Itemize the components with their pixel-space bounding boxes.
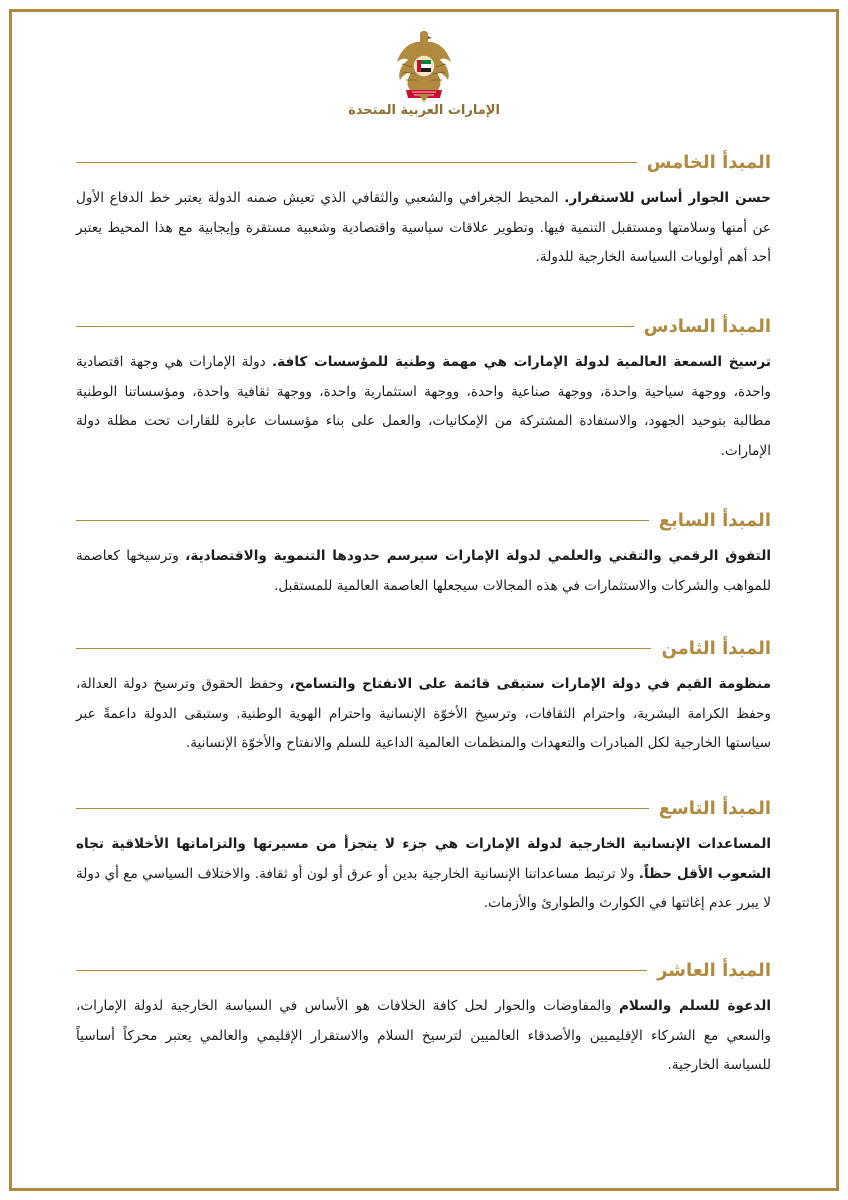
principle-5-text [76,184,771,273]
gold-divider [76,162,637,163]
principle-9-title: المبدأ التاسع [658,797,771,819]
principle-10-body: والمفاوضات والحوار لحل كافة الخلافات هو الأساس في السياسة الخارجية لدولة الإمارات، والسعي مع الشركاء الإقليميين والأصدقاء العالميين لترسيخ السلام والاستقرار الإقليمي والعالمي يعتبر محركاً أساسياً للسياسة الخارجية. [76,998,771,1073]
principle-10-heading-row [76,958,771,982]
principle-5-lead: حسن الجوار أساس للاستقرار. [564,190,771,206]
principle-7-title: المبدأ السابع [658,509,771,531]
principle-6-heading-row [76,314,771,338]
principle-10-text [76,992,771,1081]
principle-8-title: المبدأ الثامن [661,637,771,659]
principle-10-title: المبدأ العاشر [657,959,771,981]
principle-5-title: المبدأ الخامس [646,151,771,173]
principle-6-lead: ترسيخ السمعة العالمية لدولة الإمارات هي مهمة وطنية للمؤسسات كافة. [272,354,772,370]
principle-8-section [76,636,771,759]
principle-5-body: المحيط الجغرافي والشعبي والثقافي الذي تعيش ضمنه الدولة يعتبر خط الدفاع الأول عن أمنها وسلامتها ومستقبل التنمية فيها. وتطوير علاقات سياسية واقتصادية وشعبية مستقرة وإيجابية مع هذا المحيط يعتبر أحد أهم أولويات السياسة الخارجية للدولة. [76,190,771,265]
principle-7-lead: التفوق الرقمي والتقني والعلمي لدولة الإمارات سيرسم حدودها التنموية والاقتصادية، [185,548,771,564]
gold-divider [76,520,649,521]
principle-9-lead: المساعدات الإنسانية الخارجية لدولة الإمارات هي جزء لا يتجزأ من مسيرتها والتزاماتها الأخلاقية تجاه الشعوب الأقل حظاً. [76,836,771,882]
principle-9-section [76,796,771,919]
principle-9-heading-row [76,796,771,820]
principle-6-text [76,348,771,466]
principle-8-body: وحفظ الحقوق وترسيخ دولة العدالة، وحفظ الكرامة البشرية، واحترام الثقافات، وترسيخ الأخوّة الإنسانية واحترام الهوية الوطنية. وستبقى الدولة داعمةً عبر سياستها الخارجية لكل المبادرات والتعهدات والمنظمات العالمية الداعية للسلم والانفتاح والأخوّة الإنسانية. [76,676,771,751]
principle-9-text [76,830,771,919]
principle-9-body: ولا ترتبط مساعداتنا الإنسانية الخارجية بدين أو عرق أو لون أو ثقافة. والاختلاف السياسي مع أي دولة لا يبرر عدم إغاثتها في الكوارث والطوارئ والأزمات. [76,865,771,911]
principle-6-section [76,314,771,466]
uae-emblem-icon [394,28,454,104]
principle-6-body: دولة الإمارات هي وجهة اقتصادية واحدة، ووجهة سياحية واحدة، ووجهة صناعية واحدة، ووجهة استثمارية واحدة، ووجهة ثقافية واحدة، ومؤسساتنا الوطنية مطالبة بتوحيد الجهود، والاستفادة المشتركة من الإمكانيات، والعمل على بناء مؤسسات عابرة للقارات تحت مظلة دولة الإمارات. [76,354,771,459]
principle-7-heading-row [76,508,771,532]
principle-5-heading-row [76,150,771,174]
principle-10-lead: الدعوة للسلم والسلام [618,998,771,1014]
principle-8-text [76,670,771,759]
principle-7-body: وترسيخها كعاصمة للمواهب والشركات والاستثمارات في هذه المجالات سيجعلها العاصمة العالمية للمستقبل. [76,548,771,594]
principle-10-section [76,958,771,1081]
principle-7-section [76,508,771,601]
principle-6-title: المبدأ السادس [643,315,771,337]
principle-8-heading-row [76,636,771,660]
gold-divider [76,970,647,971]
principle-5-section [76,150,771,273]
gold-divider [76,326,634,327]
principle-7-text [76,542,771,601]
gold-divider [76,808,649,809]
principle-8-lead: منظومة القيم في دولة الإمارات ستبقى قائمة على الانفتاح والتسامح، [289,676,771,692]
country-name: الإمارات العربية المتحدة [348,103,500,118]
gold-divider [76,648,651,649]
